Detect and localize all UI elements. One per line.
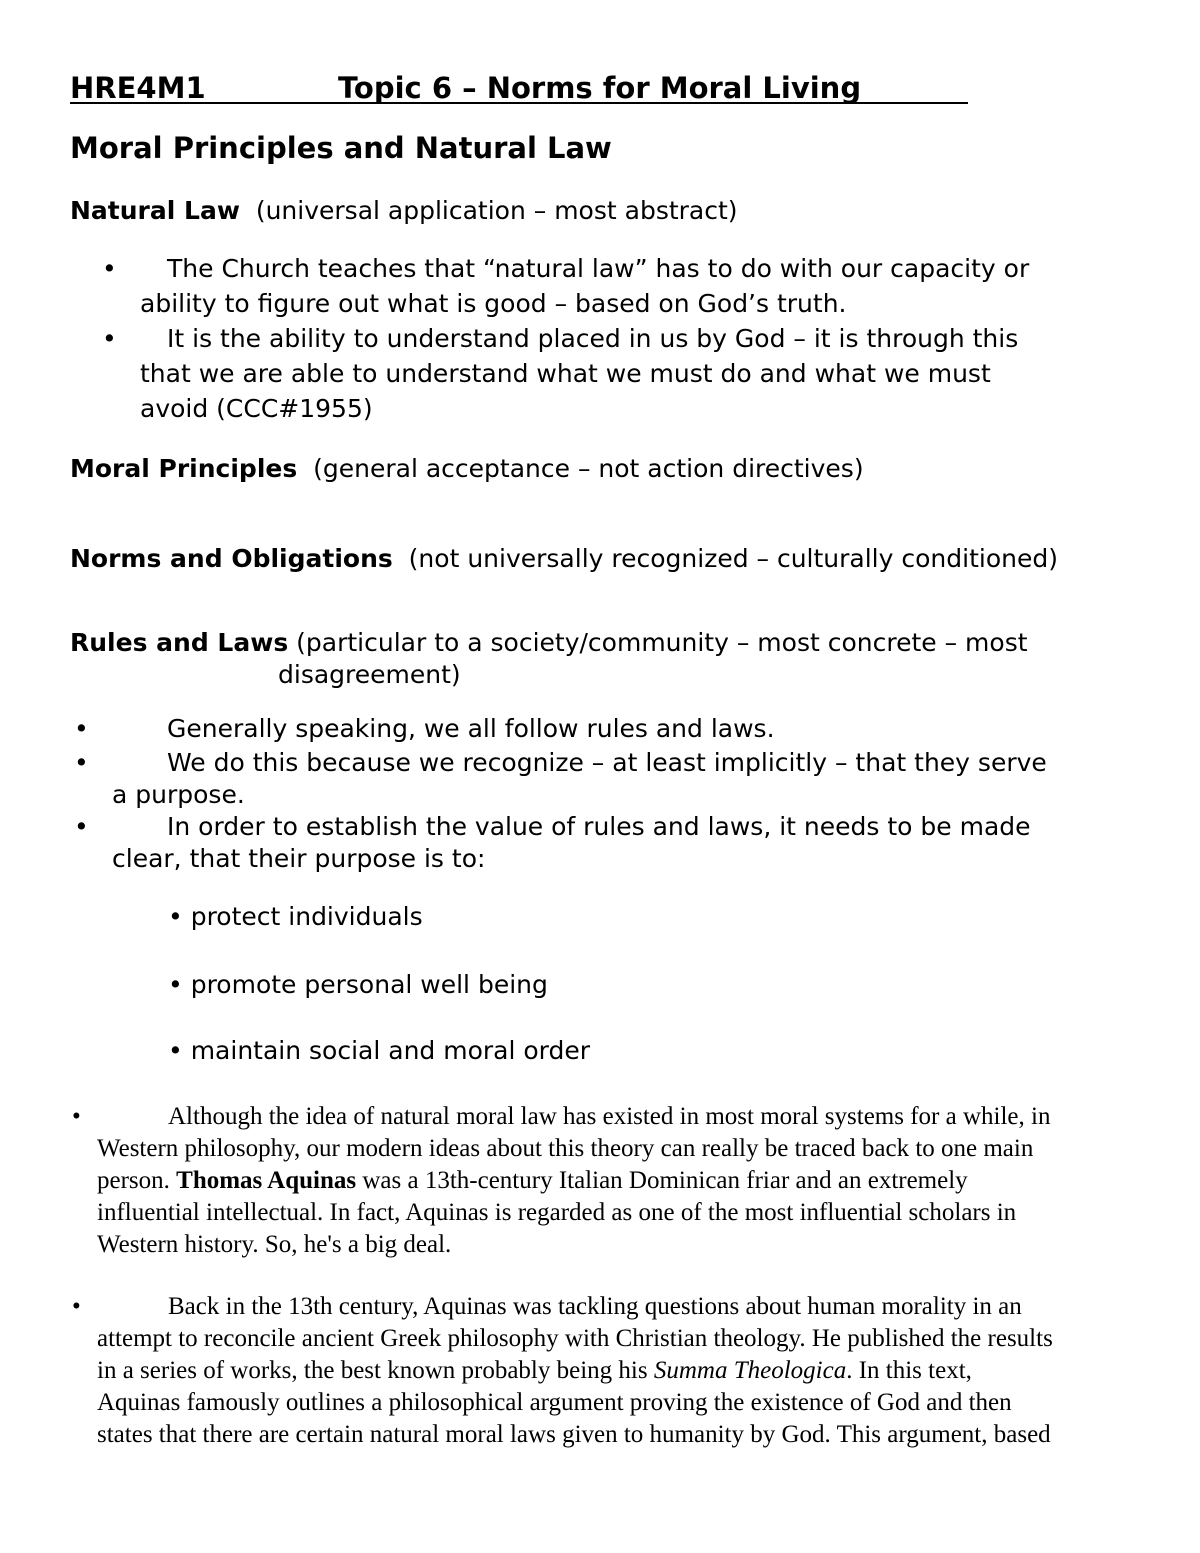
list-item: a purpose.: [112, 780, 245, 809]
purpose-item: • maintain social and moral order: [168, 1036, 591, 1065]
norms-note: (not universally recognized – culturally conditioned): [408, 544, 1058, 573]
paragraph-line: Western philosophy, our modern ideas about this theory can really be traced back to one main: [97, 1135, 1034, 1162]
paragraph-line: attempt to reconcile ancient Greek philosophy with Christian theology. He published the results: [97, 1325, 1053, 1352]
paragraph-line: Although the idea of natural moral law has existed in most moral systems for a while, in: [168, 1103, 1051, 1130]
list-item: The Church teaches that “natural law” has to do with our capacity or: [167, 254, 1030, 283]
rules-line: [70, 630, 1028, 655]
list-item: We do this because we recognize – at least implicitly – that they serve: [167, 748, 1047, 777]
list-item: that we are able to understand what we must do and what we must: [140, 359, 991, 388]
list-item: clear, that their purpose is to:: [112, 844, 486, 873]
bullet-icon: •: [72, 1103, 81, 1130]
summa-title: Summa Theologica: [653, 1357, 847, 1384]
bullet-icon: •: [102, 324, 117, 353]
paragraph-text: . In this text,: [846, 1357, 972, 1384]
paragraph-line: Back in the 13th century, Aquinas was tackling questions about human morality in an: [168, 1293, 1022, 1320]
list-item: It is the ability to understand placed in us by God – it is through this: [167, 324, 1019, 353]
rules-note: (particular to a society/community – most concrete – most: [296, 628, 1028, 657]
norms-line: [70, 546, 1058, 571]
bullet-icon: •: [102, 254, 117, 283]
moral-principles-heading: Moral Principles: [70, 454, 298, 483]
list-item: Generally speaking, we all follow rules and laws.: [167, 714, 775, 743]
paragraph-text: in a series of works, the best known probably being his: [97, 1357, 654, 1384]
bullet-icon: •: [74, 812, 89, 841]
paragraph-text: was a 13th-century Italian Dominican friar and an extremely: [356, 1167, 968, 1194]
list-item: In order to establish the value of rules and laws, it needs to be made: [167, 812, 1031, 841]
paragraph-line: Western history. So, he's a big deal.: [97, 1231, 452, 1258]
norms-heading: Norms and Obligations: [70, 544, 393, 573]
paragraph-line: [97, 1358, 972, 1383]
purpose-item: • promote personal well being: [168, 970, 548, 999]
rules-note-continued: disagreement): [278, 660, 461, 689]
list-item: avoid (CCC#1955): [140, 394, 373, 423]
bullet-icon: •: [74, 714, 89, 743]
bullet-icon: •: [74, 748, 89, 777]
page-title: Moral Principles and Natural Law: [70, 131, 612, 165]
list-item: ability to figure out what is good – based on God’s truth.: [140, 289, 847, 318]
paragraph-line: [97, 1168, 968, 1193]
rules-heading: Rules and Laws: [70, 628, 289, 657]
bullet-icon: •: [72, 1293, 81, 1320]
natural-law-heading: Natural Law: [70, 196, 240, 225]
paragraph-line: Aquinas famously outlines a philosophical argument proving the existence of God and then: [97, 1389, 1012, 1416]
purpose-item: • protect individuals: [168, 902, 423, 931]
purpose-label: maintain social and moral order: [190, 1036, 591, 1065]
aquinas-name: Thomas Aquinas: [176, 1167, 357, 1194]
paragraph-text: person.: [97, 1167, 177, 1194]
moral-principles-note: (general acceptance – not action directives): [313, 454, 864, 483]
purpose-label: promote personal well being: [190, 970, 548, 999]
moral-principles-line: [70, 456, 864, 481]
natural-law-heading-line: [70, 198, 738, 223]
natural-law-note: (universal application – most abstract): [255, 196, 738, 225]
purpose-label: protect individuals: [190, 902, 423, 931]
topic-title: Topic 6 – Norms for Moral Living: [338, 71, 862, 105]
paragraph-line: states that there are certain natural moral laws given to humanity by God. This argument, based: [97, 1421, 1051, 1448]
course-code: HRE4M1: [70, 71, 206, 105]
paragraph-line: influential intellectual. In fact, Aquinas is regarded as one of the most influential scholars in: [97, 1199, 1017, 1226]
